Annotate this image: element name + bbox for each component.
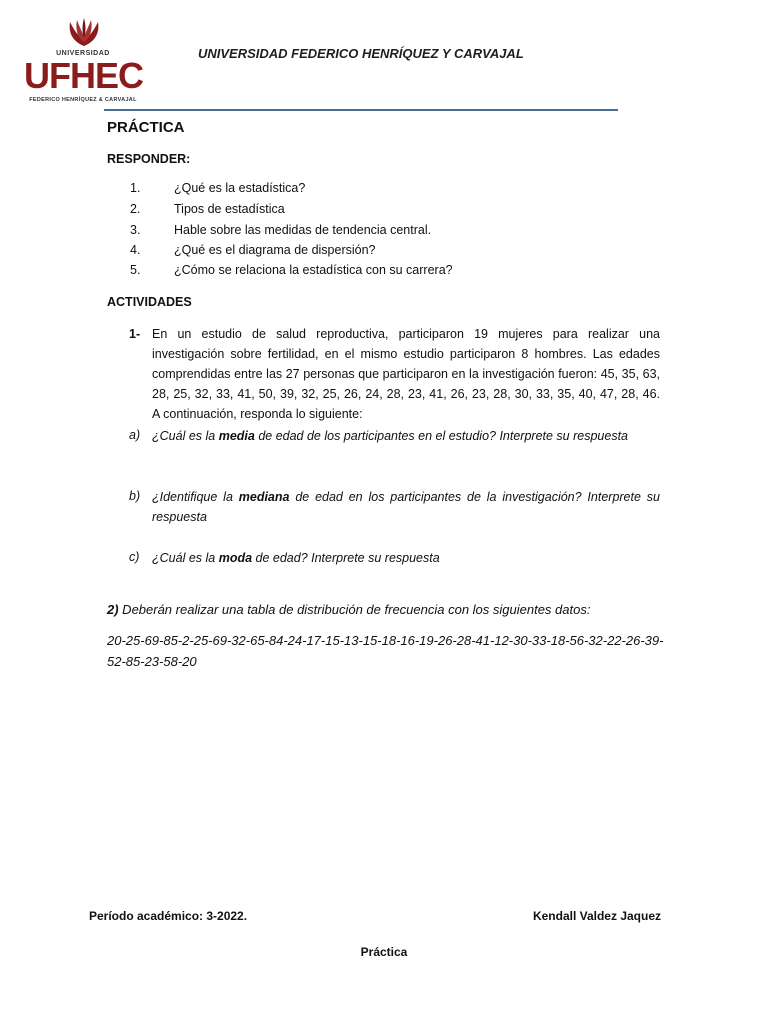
subquestion-b-text [152, 487, 660, 527]
footer-doc-title: Práctica [360, 945, 408, 959]
subquestion-a-label: a) [129, 428, 141, 442]
activity-2-text [107, 602, 590, 617]
activity-2-data: 20-25-69-85-2-25-69-32-65-84-24-17-15-13-15-18-16-19-26-28-41-12-30-33-18-56-32-22-26-39-52-85-23-58-20 [107, 633, 664, 669]
question-text: ¿Cómo se relaciona la estadística con su carrera? [174, 263, 453, 277]
subquestion-c-keyword: moda [218, 551, 253, 565]
activity-2-number: 2) [107, 602, 119, 617]
subquestion-c-label: c) [129, 550, 140, 564]
header-divider [104, 109, 618, 111]
header-title: UNIVERSIDAD FEDERICO HENRÍQUEZ Y CARVAJAL [198, 46, 524, 61]
subquestion-b-label: b) [129, 489, 141, 503]
question-item [130, 243, 376, 257]
subquestion-a-pre: ¿Cuál es la [152, 429, 219, 443]
question-item [130, 181, 305, 195]
question-number: 3. [130, 223, 141, 237]
activity-1-number: 1- [129, 327, 141, 341]
question-item [130, 223, 431, 237]
footer-period: Período académico: 3-2022. [89, 909, 248, 923]
responder-heading: RESPONDER: [107, 152, 191, 166]
subquestion-b-post: de edad en los participantes de la investigación? Interprete su respuesta [152, 490, 660, 524]
subquestion-c-pre: ¿Cuál es la [152, 551, 219, 565]
page-title: PRÁCTICA [107, 119, 185, 136]
question-text: Tipos de estadística [174, 202, 285, 216]
question-item [130, 202, 285, 216]
actividades-heading: ACTIVIDADES [107, 295, 192, 309]
logo-top-text: UNIVERSIDAD [56, 50, 110, 57]
subquestion-b-pre: ¿Identifique la [152, 490, 239, 504]
subquestion-b-keyword: mediana [238, 490, 290, 504]
logo-acronym: UFHEC [24, 55, 143, 96]
question-text: ¿Qué es la estadística? [174, 181, 306, 195]
question-item [130, 263, 453, 277]
question-number: 2. [130, 202, 141, 216]
subquestion-c-post: de edad? Interprete su respuesta [252, 551, 440, 565]
activity-1-text: En un estudio de salud reproductiva, participaron 19 mujeres para realizar una investigación sobre fertilidad, en el mismo estudio participaron 8 hombres. Las edades comprendidas entre las 27 personas que participaron en la investigación fueron: 45, 35, 63, 28, 25, 32, 33, 41, 50, 39, 32, 25, 26, 24, 28, 23, 41, 26, 23, 28, 30, 33, 35, 40, 47, 28, 46. A continuación, responda lo siguiente: [152, 327, 660, 421]
subquestion-a-keyword: media [218, 429, 255, 443]
question-number: 5. [130, 263, 141, 277]
laurel-emblem-icon [60, 18, 108, 48]
activity-2-instruction: Deberán realizar una tabla de distribución de frecuencia con los siguientes datos: [118, 602, 591, 617]
question-number: 1. [130, 181, 141, 195]
subquestion-a-text [152, 426, 660, 446]
question-text: Hable sobre las medidas de tendencia central. [174, 223, 432, 237]
question-number: 4. [130, 243, 141, 257]
university-logo [24, 18, 144, 103]
footer-author: Kendall Valdez Jaquez [532, 909, 661, 923]
logo-full-name: FEDERICO HENRÍQUEZ & CARVAJAL [29, 97, 137, 103]
subquestion-c-text [152, 548, 660, 568]
question-text: ¿Qué es el diagrama de dispersión? [174, 243, 376, 257]
subquestion-a-post: de edad de los participantes en el estudio? Interprete su respuesta [254, 429, 629, 443]
